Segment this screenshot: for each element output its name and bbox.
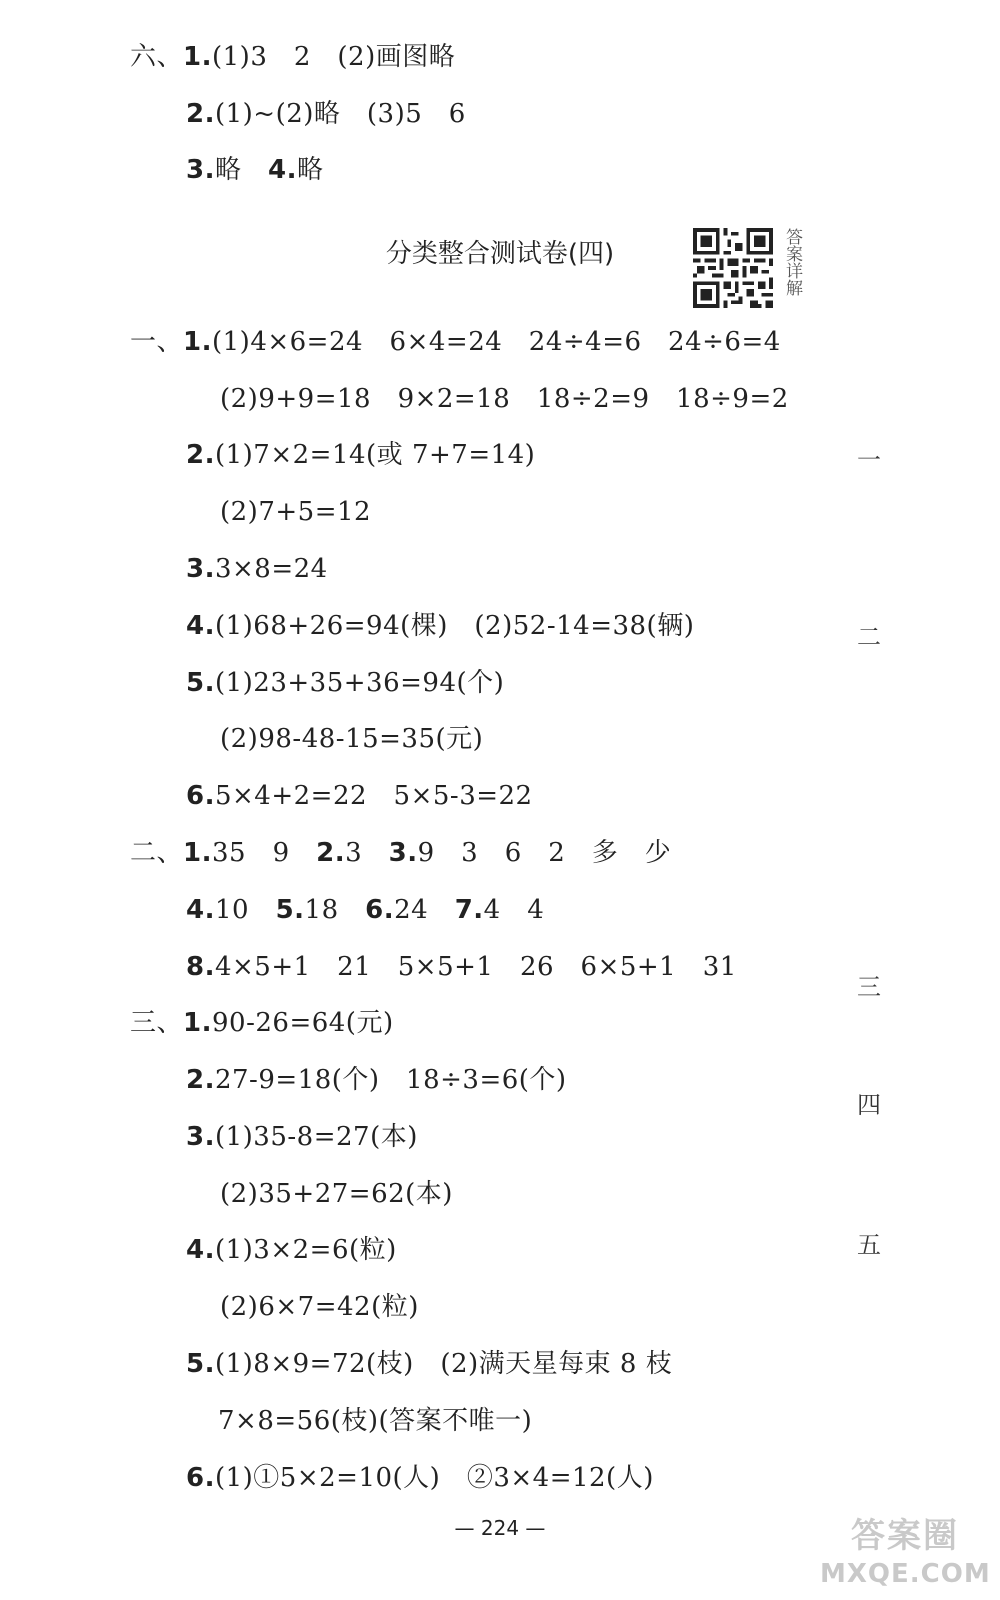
answer-text: 4×5+1 21 5×5+1 26 6×5+1 31 (214, 952, 737, 982)
answer-line-1-6 (186, 779, 533, 813)
watermark-logo (820, 1508, 990, 1589)
answer-text: 7×8=56(枝)(答案不唯一) (218, 1406, 533, 1436)
side-mark: 二 (857, 623, 881, 651)
section-title: 分类整合测试卷(四) (385, 239, 615, 269)
side-mark: 四 (857, 1091, 881, 1119)
answer-line-2-3 (186, 950, 737, 984)
question-number: 5. (186, 668, 215, 698)
question-number: 3. (388, 838, 418, 868)
answer-line-3-6 (186, 1461, 654, 1495)
answer-text: 9 3 6 2 多 少 (417, 838, 672, 868)
question-number: 5. (186, 1349, 215, 1379)
question-number: 3. (186, 554, 215, 584)
side-mark: 三 (857, 973, 881, 1001)
answer-text: 5×4+2=22 5×5-3=22 (214, 781, 533, 811)
answer-text: (2)9+9=18 9×2=18 18÷2=9 18÷9=2 (220, 384, 789, 414)
question-number: 1. (183, 1008, 212, 1038)
answer-text: (1)8×9=72(枝) (2)满天星每束 8 枝 (214, 1349, 673, 1379)
question-number: 4. (268, 155, 297, 185)
answer-line-1-2b (220, 495, 371, 529)
watermark-url: MXQE.COM (820, 1559, 991, 1589)
question-number: 2. (186, 440, 215, 470)
answer-line-3-4b (220, 1290, 419, 1324)
answer-line-6-2 (186, 97, 466, 131)
question-number: 5. (275, 895, 305, 925)
answer-text: 90-26=64(元) (211, 1008, 394, 1038)
answer-line-1-2a (186, 438, 535, 472)
answer-text: 3 (345, 838, 389, 868)
qr-caption: 答案详解 (782, 228, 802, 296)
answer-line-6-1 (130, 40, 455, 74)
answer-text: (2)7+5=12 (220, 497, 372, 527)
section-prefix: 一、 (130, 327, 184, 357)
answer-line-3-5a (186, 1347, 672, 1381)
question-number: 2. (186, 99, 215, 129)
answer-line-3-4a (186, 1233, 397, 1267)
answer-line-1-4 (186, 609, 694, 643)
page-number: — 224 — (454, 1516, 546, 1540)
answer-line-1-1b (220, 382, 789, 416)
section-prefix: 三、 (130, 1008, 184, 1038)
answer-line-3-5b (218, 1404, 532, 1438)
answer-line-3-2 (186, 1063, 567, 1097)
answer-text: (2)98-48-15=35(元) (220, 724, 484, 754)
answer-text: (1)7×2=14(或 7+7=14) (214, 440, 536, 470)
section-prefix: 二、 (130, 838, 184, 868)
answer-text: 10 (214, 895, 276, 925)
answer-text: (2)6×7=42(粒) (220, 1292, 419, 1322)
answer-text: (1)~(2)略 (3)5 6 (214, 99, 466, 129)
answer-text: 3×8=24 (214, 554, 328, 584)
answer-text: 4 4 (483, 895, 545, 925)
answer-line-1-5b (220, 722, 483, 756)
answer-line-3-1 (130, 1006, 394, 1040)
answer-text: (1)4×6=24 6×4=24 24÷4=6 24÷6=4 (211, 327, 781, 357)
answer-text: 35 9 (211, 838, 317, 868)
answer-line-2-1 (130, 836, 671, 870)
watermark-text: 答案圈 (851, 1516, 959, 1556)
answer-line-3-3b (220, 1177, 453, 1211)
answer-text: (1)①5×2=10(人) ②3×4=12(人) (214, 1463, 654, 1493)
question-number: 1. (183, 838, 212, 868)
question-number: 3. (186, 155, 215, 185)
question-number: 4. (186, 1235, 215, 1265)
question-number: 1. (183, 327, 212, 357)
answer-line-1-3 (186, 552, 328, 586)
question-number: 6. (186, 1463, 215, 1493)
answer-line-1-1a (130, 325, 781, 359)
answer-text: (1)3×2=6(粒) (214, 1235, 397, 1265)
question-number: 1. (183, 42, 212, 72)
question-number: 6. (186, 781, 215, 811)
question-number: 4. (186, 611, 215, 641)
answer-line-6-3 (186, 153, 323, 187)
question-number: 7. (454, 895, 484, 925)
answer-line-3-3a (186, 1120, 418, 1154)
section-prefix: 六、 (130, 42, 184, 72)
question-number: 4. (186, 895, 215, 925)
answer-line-1-5a (186, 666, 504, 700)
answer-text: (1)35-8=27(本) (214, 1122, 418, 1152)
qr-code-icon[interactable] (693, 228, 773, 308)
answer-text: (1)68+26=94(棵) (2)52-14=38(辆) (214, 611, 695, 641)
question-number: 3. (186, 1122, 215, 1152)
question-number: 2. (186, 1065, 215, 1095)
question-number: 2. (316, 838, 346, 868)
question-number: 6. (365, 895, 395, 925)
answer-text: 24 (394, 895, 455, 925)
side-mark: 一 (857, 446, 881, 474)
answer-text: (2)35+27=62(本) (220, 1179, 453, 1209)
answer-text: 27-9=18(个) 18÷3=6(个) (214, 1065, 567, 1095)
answer-text: 略 (296, 155, 324, 185)
answer-text: 18 (304, 895, 366, 925)
answer-text: 略 (214, 155, 242, 185)
side-mark: 五 (857, 1231, 881, 1259)
answer-text: (1)23+35+36=94(个) (214, 668, 505, 698)
answer-line-2-2 (186, 893, 544, 927)
question-number: 8. (186, 952, 215, 982)
answer-text: (1)3 2 (2)画图略 (211, 42, 456, 72)
